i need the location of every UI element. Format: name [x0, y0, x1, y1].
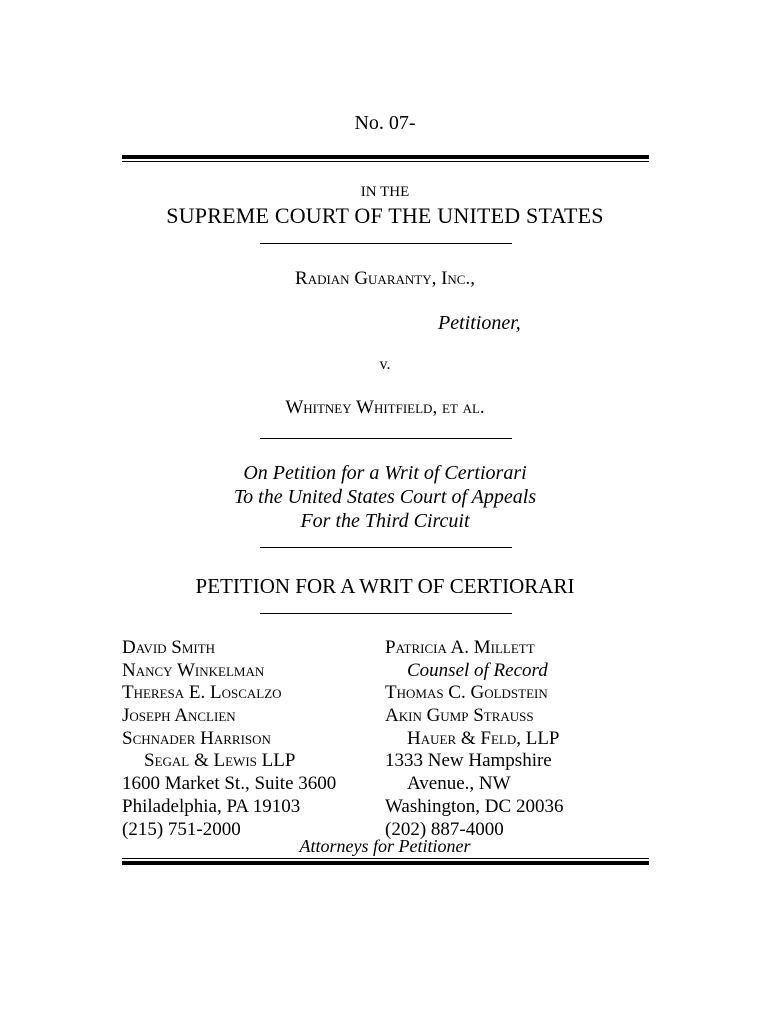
court-name: SUPREME COURT OF THE UNITED STATES: [166, 203, 604, 228]
divider-rule-4: [260, 613, 512, 614]
petitioner-name: Radian Guaranty, Inc.,: [295, 268, 475, 289]
docket-number: No. 07-: [354, 112, 416, 134]
counsel-left-block: [122, 637, 336, 841]
petitioner-role: Petitioner,: [438, 312, 521, 334]
counsel-right-line: Hauer & Feld, LLP: [407, 727, 560, 749]
versus-label: v.: [379, 356, 391, 373]
counsel-left-line: Joseph Anclien: [122, 705, 236, 727]
counsel-left-line: David Smith: [122, 637, 216, 658]
counsel-right-line: Counsel of Record: [407, 659, 548, 681]
divider-rule-2: [260, 438, 512, 439]
counsel-right-line: (202) 887-4000: [385, 818, 504, 840]
petition-on-line-3: For the Third Circuit: [300, 510, 470, 532]
counsel-left-line: Segal & Lewis LLP: [144, 750, 296, 772]
attorneys-for-label: Attorneys for Petitioner: [299, 836, 471, 856]
top-thin-rule: [122, 161, 649, 162]
counsel-right-line: Patricia A. Millett: [385, 637, 535, 658]
counsel-right-line: Avenue., NW: [407, 773, 511, 795]
petition-title: PETITION FOR A WRIT OF CERTIORARI: [195, 574, 575, 598]
in-the-label: IN THE: [360, 184, 410, 200]
petition-on-line-1: On Petition for a Writ of Certiorari: [243, 462, 527, 484]
counsel-right-block: [385, 637, 563, 841]
top-thick-rule: [122, 155, 649, 159]
counsel-left-line: 1600 Market St., Suite 3600: [122, 773, 337, 795]
counsel-left-line: Nancy Winkelman: [122, 659, 265, 681]
bottom-thick-rule: [122, 861, 649, 865]
counsel-left-line: Theresa E. Loscalzo: [122, 682, 282, 704]
counsel-right-line: 1333 New Hampshire: [385, 750, 552, 772]
counsel-right-line: Washington, DC 20036: [385, 795, 564, 817]
counsel-left-line: (215) 751-2000: [122, 818, 241, 840]
counsel-left-line: Philadelphia, PA 19103: [122, 795, 301, 817]
counsel-right-line: Thomas C. Goldstein: [385, 682, 548, 704]
counsel-left-line: Schnader Harrison: [122, 727, 271, 749]
petition-on-line-2: To the United States Court of Appeals: [233, 486, 537, 508]
divider-rule-3: [260, 547, 512, 548]
bottom-thin-rule: [122, 858, 649, 859]
respondent-name: Whitney Whitfield, et al.: [285, 397, 485, 418]
divider-rule-1: [260, 243, 512, 244]
counsel-right-line: Akin Gump Strauss: [385, 705, 534, 727]
